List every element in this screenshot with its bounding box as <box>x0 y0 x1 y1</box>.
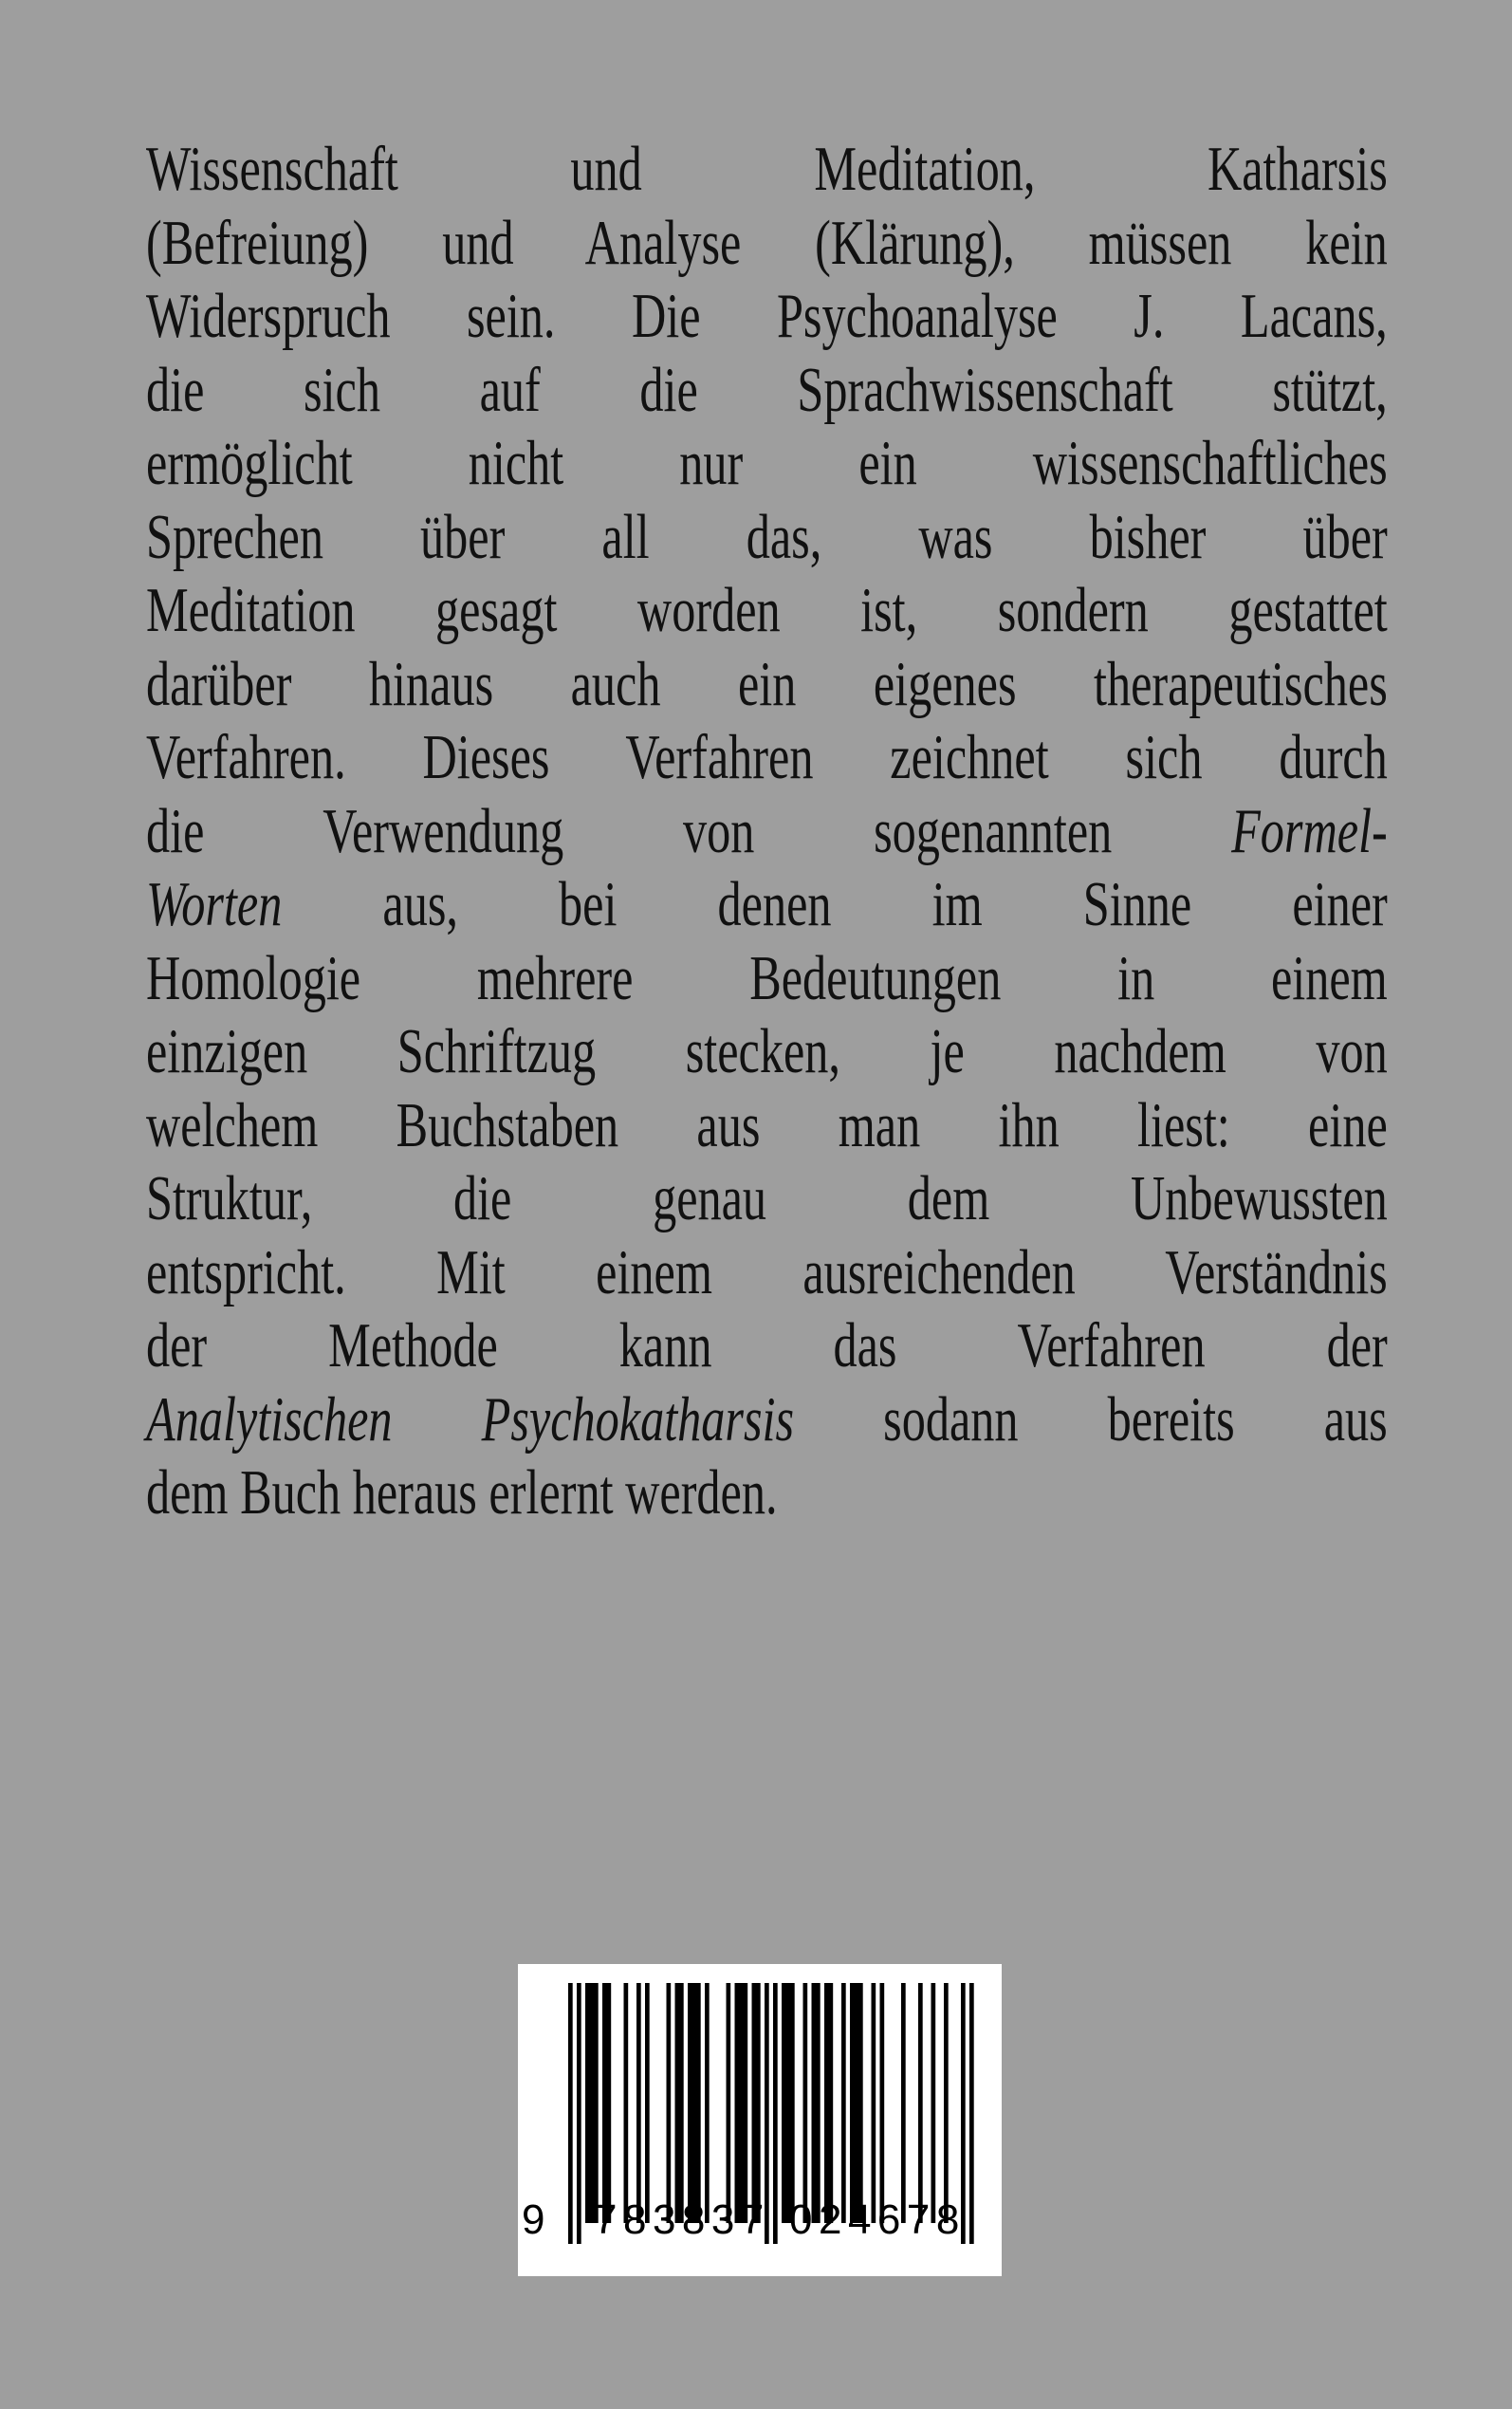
barcode-bar <box>624 1983 629 2223</box>
text-line <box>146 207 1388 281</box>
back-cover-blurb <box>146 133 1388 1530</box>
text-segment: ermöglicht nicht nur ein wissenschaftliches <box>146 428 1388 498</box>
text-line <box>146 1162 1388 1236</box>
barcode-bar <box>744 1983 748 2223</box>
text-segment: die sich auf die Sprachwissenschaft stützt, <box>146 354 1388 425</box>
italic-term: Formel- <box>1231 795 1388 866</box>
text-segment: dem Buch heraus erlernt werden. <box>146 1457 778 1528</box>
barcode-bar <box>790 1983 795 2223</box>
barcode-bar <box>782 1983 786 2223</box>
text-segment: welchem Buchstaben aus man ihn liest: eine <box>146 1089 1388 1160</box>
barcode-first-digit: 9 <box>522 2196 551 2243</box>
text-line <box>146 1236 1388 1310</box>
text-segment: einzigen Schriftzug stecken, je nachdem von <box>146 1016 1388 1086</box>
barcode-bar <box>739 1983 744 2223</box>
barcode-bar <box>841 1983 846 2223</box>
barcode-bar <box>594 1983 599 2223</box>
barcode-bar <box>645 1983 650 2223</box>
italic-term: Worten <box>146 869 283 939</box>
barcode-bar <box>705 1983 710 2223</box>
text-segment: (Befreiung) und Analyse (Klärung), müssen kein <box>146 207 1388 278</box>
text-line <box>146 868 1388 942</box>
text-line <box>146 280 1388 354</box>
barcode-bar <box>773 1983 778 2244</box>
text-segment: entspricht. Mit einem ausreichenden Verständnis <box>146 1236 1388 1307</box>
text-line <box>146 942 1388 1016</box>
barcode-bar <box>816 1983 821 2223</box>
barcode-bar <box>667 1983 672 2223</box>
text-line <box>146 427 1388 501</box>
text-segment: der Methode kann das Verfahren der <box>146 1310 1388 1381</box>
text-line <box>146 721 1388 795</box>
barcode-bar <box>850 1983 855 2223</box>
text-segment: Struktur, die genau dem Unbewussten <box>146 1163 1388 1233</box>
barcode-bar <box>679 1983 684 2223</box>
text-line <box>146 795 1388 869</box>
barcode-bar <box>944 1983 949 2223</box>
barcode-bar <box>872 1983 876 2223</box>
text-segment: die Verwendung von sogenannten <box>146 795 1232 866</box>
text-segment: Homologie mehrere Bedeutungen in einem <box>146 942 1388 1013</box>
text-line <box>146 1089 1388 1163</box>
barcode-bar <box>824 1983 829 2223</box>
barcode-bar <box>607 1983 612 2223</box>
barcode-bar <box>880 1983 885 2223</box>
barcode-bar <box>602 1983 607 2223</box>
text-line <box>146 1015 1388 1089</box>
barcode-bar <box>812 1983 817 2223</box>
isbn-barcode <box>518 1964 1002 2276</box>
barcode-bar <box>786 1983 791 2223</box>
text-line <box>146 1309 1388 1383</box>
text-segment: Meditation gesagt worden ist, sondern gestattet <box>146 575 1388 645</box>
barcode-bar <box>696 1983 701 2223</box>
barcode-bar <box>756 1983 761 2223</box>
barcode-bar <box>858 1983 863 2223</box>
text-line <box>146 648 1388 722</box>
text-segment: sodann bereits aus <box>794 1383 1388 1455</box>
barcode-bar <box>585 1983 590 2223</box>
text-segment: Sprechen über all das, was bisher über <box>146 501 1388 572</box>
barcode-bar <box>969 1983 974 2244</box>
barcode-bar <box>590 1983 595 2223</box>
barcode-bar <box>577 1983 581 2244</box>
barcode-bar <box>727 1983 731 2223</box>
barcode-bar <box>855 1983 859 2223</box>
barcode-bar <box>803 1983 808 2223</box>
text-segment: Wissenschaft und Meditation, Katharsis <box>146 134 1388 204</box>
barcode-bar <box>568 1983 573 2244</box>
text-segment: Verfahren. Dieses Verfahren zeichnet sich durch <box>146 722 1388 792</box>
barcode-bar <box>901 1983 906 2223</box>
barcode-right-digits: 024678 <box>789 2196 966 2243</box>
barcode-bar <box>692 1983 697 2223</box>
barcode-bar <box>636 1983 641 2223</box>
text-line <box>146 133 1388 207</box>
text-line <box>146 574 1388 648</box>
barcode-bar <box>918 1983 923 2223</box>
text-line <box>146 1456 1388 1530</box>
text-segment: Widerspruch sein. Die Psychoanalyse J. Lacans, <box>146 281 1388 351</box>
barcode-left-digits: 783837 <box>594 2196 770 2243</box>
text-line <box>146 501 1388 575</box>
text-line <box>146 1383 1388 1457</box>
barcode-bar <box>735 1983 740 2223</box>
italic-term: Analytischen Psychokatharsis <box>146 1383 795 1455</box>
barcode-bar <box>675 1983 680 2223</box>
text-segment: darüber hinaus auch ein eigenes therapeutisches <box>146 648 1388 719</box>
barcode-bar <box>829 1983 834 2223</box>
text-line <box>146 354 1388 428</box>
barcode-bar <box>931 1983 936 2223</box>
barcode-bar <box>688 1983 692 2223</box>
barcode-bar <box>752 1983 757 2223</box>
text-segment: aus, bei denen im Sinne einer <box>282 869 1388 939</box>
